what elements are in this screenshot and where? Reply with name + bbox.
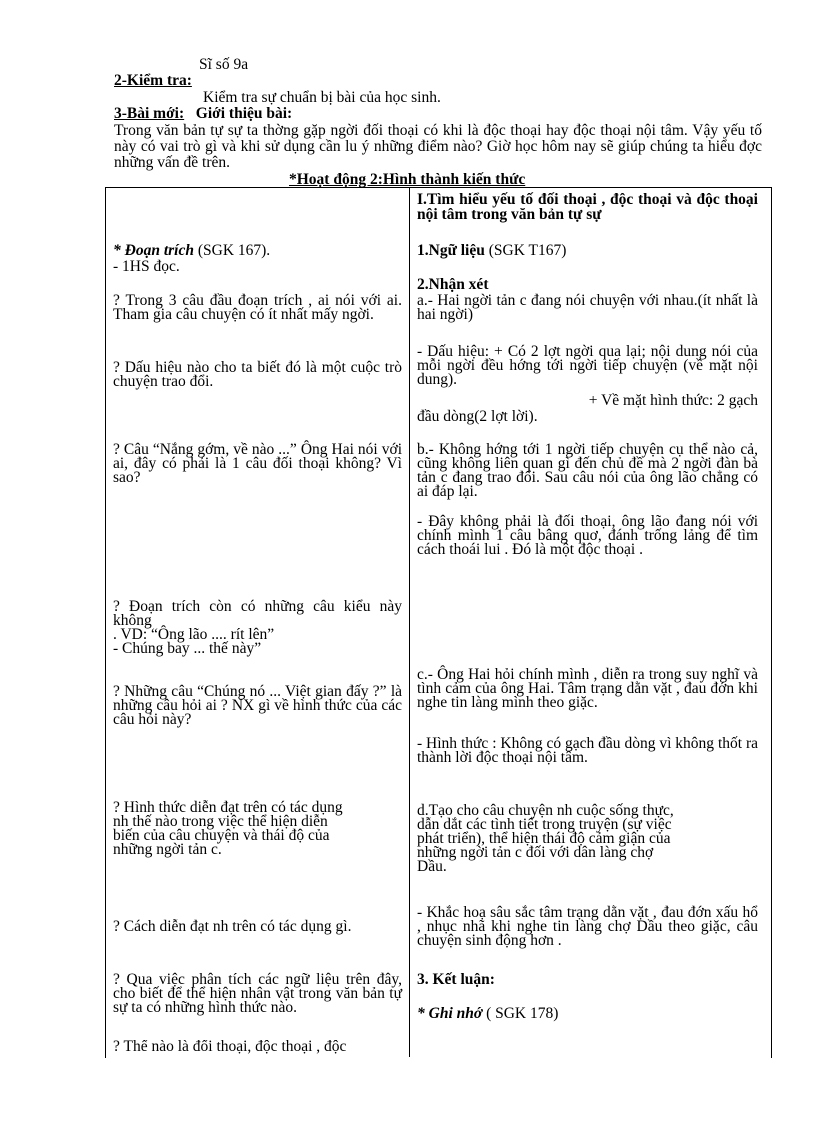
si-so-text: Sĩ số 9a xyxy=(199,56,249,73)
doan-trich-ref: (SGK 167). xyxy=(193,242,271,259)
question-5: ? Những câu “Chúng nó ... Việt gian đấy ?” là những câu hỏi ai ? NX gì về hình thức của các câu hỏi này? xyxy=(113,683,402,728)
question-4-line-2: . VD: “Ông lão .... rít lên” xyxy=(113,626,275,643)
question-3: ? Câu “Nắng gớm, về nào ...” Ông Hai nói với ai, đây có phải là 1 câu đối thoại không? Vì sao? xyxy=(113,441,402,486)
question-6-line-2: nh thế nào trong việc thể hiện diễn xyxy=(113,813,328,830)
bai-moi-heading: 3-Bài mới: xyxy=(114,105,185,122)
ngu-lieu-line xyxy=(417,244,758,258)
ngu-lieu-ref: (SGK T167) xyxy=(484,242,567,259)
kiem-tra-text: Kiểm tra sự chuẩn bị bài của học sinh. xyxy=(203,89,441,106)
item-d-line-2: dẫn dắt các tình tiết trong truyện (sự việc xyxy=(417,816,672,833)
hinh-thuc-line-2: đầu dòng(2 lợt lời). xyxy=(417,408,538,425)
ket-luan-heading: 3. Kết luận: xyxy=(417,971,495,988)
item-d-line-5: Dầu. xyxy=(417,858,447,875)
question-7: ? Cách diễn đạt nh trên có tác dụng gì. xyxy=(113,918,352,935)
question-1: ? Trong 3 câu đầu đoạn trích , ai nói với ai. Tham gia câu chuyện có ít nhất mấy ngời. xyxy=(113,292,402,323)
item-a-text: a.- Hai ngời tản c đang nói chuyện với nhau.(ít nhất là hai ngời) xyxy=(417,292,758,323)
item-b-text: b.- Không hớng tới 1 ngời tiếp chuyện cụ thể nào cả, cũng không liên quan gì đến chủ đề mà 2 ngời đàn bà tản c đang trao đổi. Sau câu nói của ông lão chẳng có ai đáp lại. xyxy=(417,441,758,500)
kiem-tra-heading: 2-Kiểm tra: xyxy=(114,72,192,89)
question-4-line-3: - Chúng bay ... thế này” xyxy=(113,640,262,657)
doc-line: - 1HS đọc. xyxy=(113,258,180,275)
item-d-line-3: phát triển), thể hiện thái độ cảm giận của xyxy=(417,830,671,847)
intro-paragraph: Trong văn bản tự sự ta thờng gặp ngời đối thoại có khi là độc thoại hay độc thoại nội tâm. Vậy yếu tố này có vai trò gì và khi sử dụng cần lu ý những điểm nào? Giờ học hôm nay sẽ giúp chúng ta hiểu đợc những vấn đề trên. xyxy=(114,122,762,171)
gioi-thieu-heading: Giới thiệu bài: xyxy=(195,105,293,122)
ghi-nho-label: * Ghi nhớ xyxy=(417,1005,483,1022)
item-c-text-2: - Hình thức : Không có gạch đầu dòng vì không thốt ra thành lời độc thoại nội tâm. xyxy=(417,735,758,766)
section-title: I.Tìm hiểu yếu tố đối thoại , độc thoại và độc thoại nội tâm trong văn bản tự sự xyxy=(417,191,758,223)
item-d-text xyxy=(417,804,758,874)
item-d-line-4: những ngời tản c đối với dân làng chợ xyxy=(417,844,654,861)
table-column-divider xyxy=(409,187,410,1057)
dau-hieu-text: - Dấu hiệu: + Có 2 lợt ngời qua lại; nội dung nói của mỗi ngời đều hớng tới ngời tiếp chuyện (về mặt nội dung). xyxy=(417,343,758,388)
ghi-nho-ref: ( SGK 178) xyxy=(482,1005,559,1022)
question-6-line-4: những ngời tản c. xyxy=(113,841,222,858)
question-4 xyxy=(113,600,402,656)
question-9: ? Thế nào là đối thoại, độc thoại , độc xyxy=(113,1040,347,1055)
ngu-lieu-label: 1.Ngữ liệu xyxy=(417,242,485,259)
khac-hoa-text: - Khắc hoạ sâu sắc tâm trạng dằn vặt , đau đớn xấu hổ , nhục nhã khi nghe tin làng chợ Dầu theo giặc, câu chuyện sinh động hơn . xyxy=(417,904,758,949)
item-b-text-2: - Đây không phải là đối thoại, ông lão đang nói với chính mình 1 câu bâng quơ, đánh trống lảng để tìm cách thoái lui . Đó là một độc thoại . xyxy=(417,513,758,558)
bai-moi-line xyxy=(114,106,292,121)
question-4-line-1: ? Đoạn trích còn có những câu kiểu này không xyxy=(113,598,402,629)
question-6-line-3: biến của câu chuyện và thái độ của xyxy=(113,827,330,844)
question-6-line-1: ? Hình thức diễn đạt trên có tác dụng xyxy=(113,799,343,816)
question-8: ? Qua việc phân tích các ngữ liệu trên đây, cho biết để thể hiện nhân vật trong văn bản tự sự ta có những hình thức nào. xyxy=(113,971,402,1016)
doan-trich-label: * Đoạn trích xyxy=(113,242,194,259)
question-2: ? Dấu hiệu nào cho ta biết đó là một cuộc trò chuyện trao đổi. xyxy=(113,359,402,390)
item-c-text: c.- Ông Hai hỏi chính mình , diễn ra trong suy nghĩ và tình cảm của ông Hai. Tâm trạng dằn vặt , đau đớn khi nghe tin làng mình theo giặc. xyxy=(417,666,758,711)
question-6 xyxy=(113,801,402,857)
doan-trich-line xyxy=(113,244,402,258)
ghi-nho-line xyxy=(417,1007,758,1021)
activity-heading: *Hoạt động 2:Hình thành kiến thức xyxy=(289,171,526,188)
nhan-xet-label: 2.Nhận xét xyxy=(417,276,489,293)
hinh-thuc-line-1: + Về mặt hình thức: 2 gạch xyxy=(588,392,758,409)
item-d-line-1: d.Tạo cho câu chuyện nh cuộc sống thực, xyxy=(417,802,674,819)
